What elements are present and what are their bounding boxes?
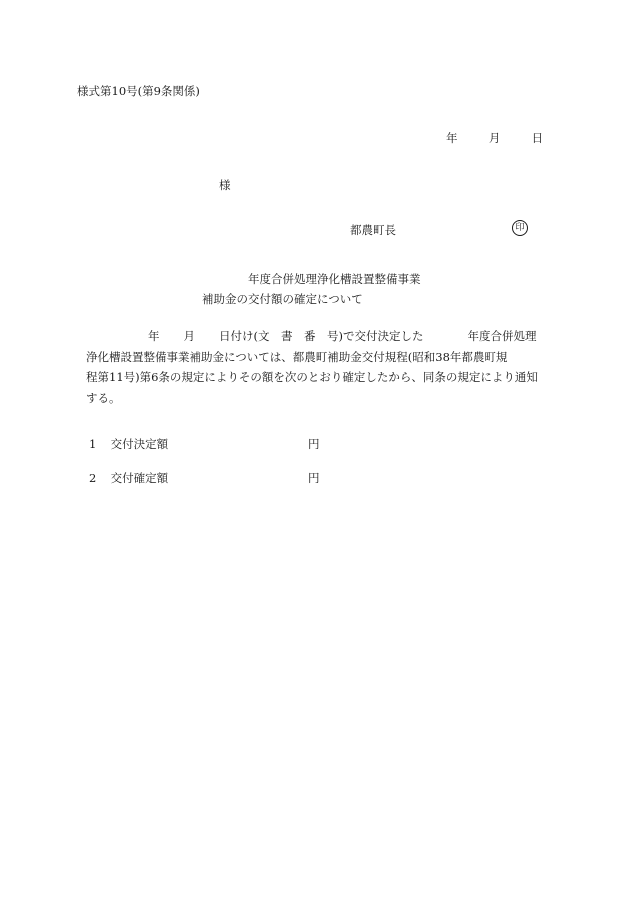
list-item (89, 470, 320, 486)
sender-title: 都農町長 (350, 223, 396, 237)
item-number: 2 (89, 471, 97, 485)
addressee: 様 (219, 178, 231, 192)
body-reference: 日付け(文 書 番 号)で交付決定した (219, 329, 424, 343)
date-year: 年 (446, 131, 458, 145)
document-title-line2: 補助金の交付額の確定について (202, 292, 363, 306)
seal-mark: 印 (512, 220, 528, 236)
body-line-3: 程第11号)第6条の規定によりその額を次のとおり確定したから、同条の規定により通知 (86, 370, 538, 384)
date-day: 日 (531, 131, 544, 145)
body-line-4: する。 (86, 390, 121, 405)
list-item (89, 436, 320, 452)
item-label: 交付決定額 (110, 437, 169, 451)
item-unit: 円 (308, 471, 320, 485)
body-line-1 (86, 326, 552, 347)
body-paragraph (86, 326, 552, 408)
item-label: 交付確定額 (110, 471, 169, 485)
body-year: 年 (148, 329, 160, 343)
item-unit: 円 (308, 437, 320, 451)
form-number: 様式第10号(第9条関係) (77, 84, 200, 98)
body-line-2: 浄化槽設置整備事業補助金については、都農町補助金交付規程(昭和38年都農町規 (86, 349, 508, 364)
document-title-line1: 年度合併処理浄化槽設置整備事業 (248, 272, 421, 286)
body-fiscal-year: 年度合併処理 (467, 329, 537, 343)
date-line (446, 130, 543, 146)
item-number: 1 (89, 437, 97, 451)
body-month: 月 (183, 329, 195, 343)
date-month: 月 (488, 131, 501, 145)
